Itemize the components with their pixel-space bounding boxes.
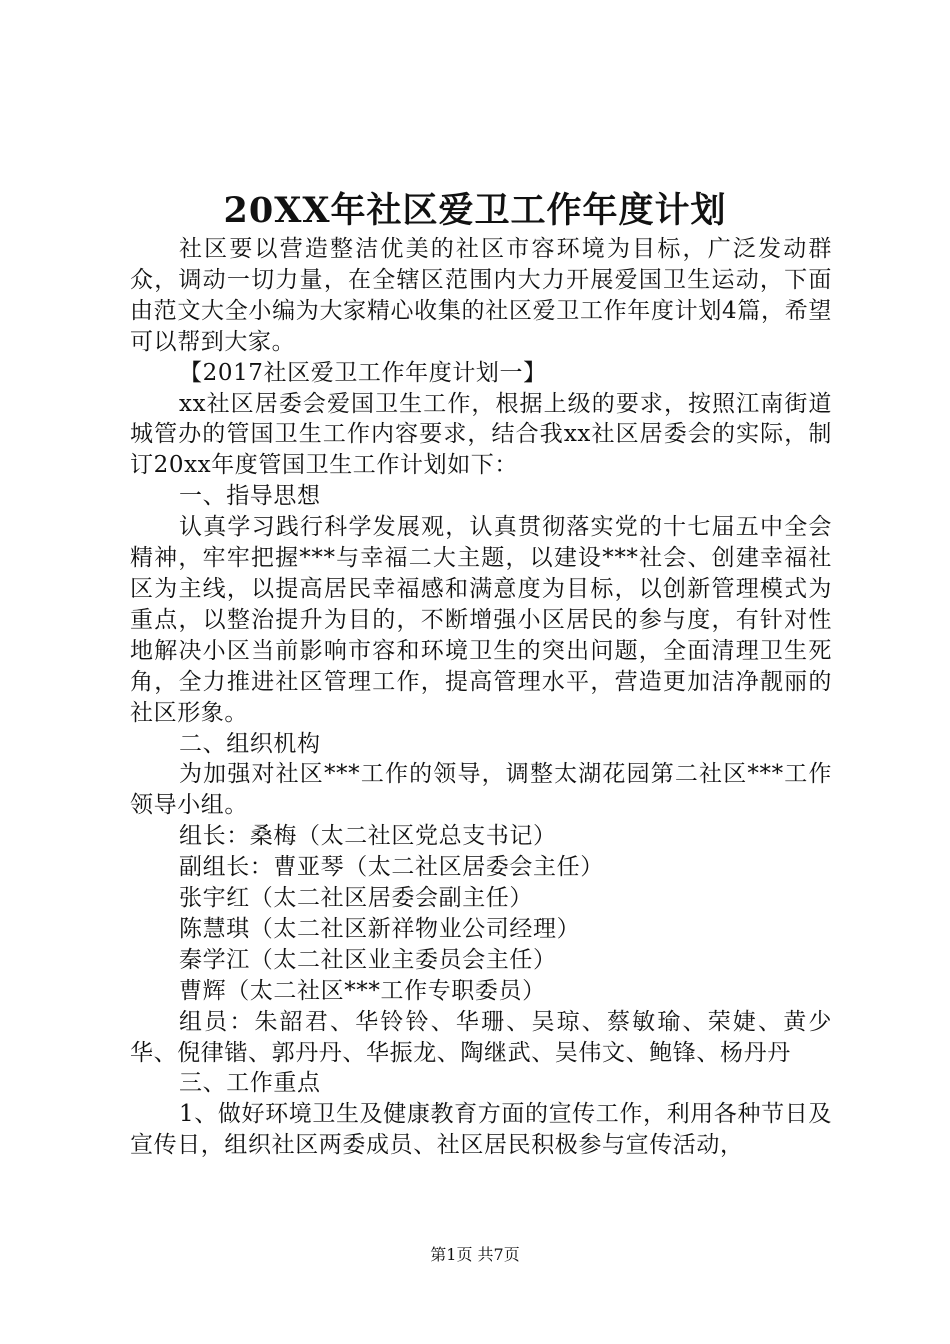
intro-paragraph: 社区要以营造整洁优美的社区市容环境为目标，广泛发动群众，调动一切力量，在全辖区范围内大力开展爱国卫生运动，下面由范文大全小编为大家精心收集的社区爱卫工作年度计划4篇，希望可以帮到大家。 — [130, 236, 832, 355]
list-item: 秦学江（太二社区业主委员会主任） — [179, 946, 557, 973]
document-body — [130, 234, 832, 1161]
heading-guiding-ideology: 一、指导思想 — [179, 483, 321, 510]
list-item: 组长：桑梅（太二社区党总支书记） — [179, 823, 557, 850]
list-item: 张宇红（太二社区居委会副主任） — [179, 885, 533, 912]
heading-organization: 二、组织机构 — [179, 730, 321, 757]
list-item: 陈慧琪（太二社区新祥物业公司经理） — [179, 915, 581, 942]
paragraph: 认真学习践行科学发展观，认真贯彻落实党的十七届五中全会精神，牢牢把握***与幸福二大主题，以建设***社会、创建幸福社区为主线，以提高居民幸福感和满意度为目标，以创新管理模式为重点，以整治提升为目的，不断增强小区居民的参与度，有针对性地解决小区当前影响市容和环境卫生的突出问题，全面清理卫生死角，全力推进社区管理工作，提高管理水平，营造更加洁净靓丽的社区形象。 — [130, 514, 832, 726]
paragraph: 1、做好环境卫生及健康教育方面的宣传工作，利用各种节日及宣传日，组织社区两委成员、社区居民积极参与宣传活动， — [130, 1101, 832, 1159]
paragraph: xx社区居委会爱国卫生工作，根据上级的要求，按照江南街道城管办的管国卫生工作内容要求，结合我xx社区居委会的实际，制订20xx年度管国卫生工作计划如下： — [130, 390, 832, 479]
document-title: 20XX年社区爱卫工作年度计划 — [223, 190, 727, 231]
list-item: 曹辉（太二社区***工作专职委员） — [179, 977, 546, 1004]
list-item: 副组长：曹亚琴（太二社区居委会主任） — [179, 854, 604, 881]
heading-work-focus: 三、工作重点 — [179, 1070, 321, 1097]
section-heading-plan-one: 【2017社区爱卫工作年度计划一】 — [179, 359, 547, 386]
page-footer: 第1页 共7页 — [430, 1245, 520, 1264]
list-item: 组员：朱韶君、华铃铃、华珊、吴琼、蔡敏瑜、荣婕、黄少华、倪律锴、郭丹丹、华振龙、陶继武、吴伟文、鲍锋、杨丹丹 — [130, 1008, 832, 1066]
paragraph: 为加强对社区***工作的领导，调整太湖花园第二社区***工作领导小组。 — [130, 761, 832, 819]
